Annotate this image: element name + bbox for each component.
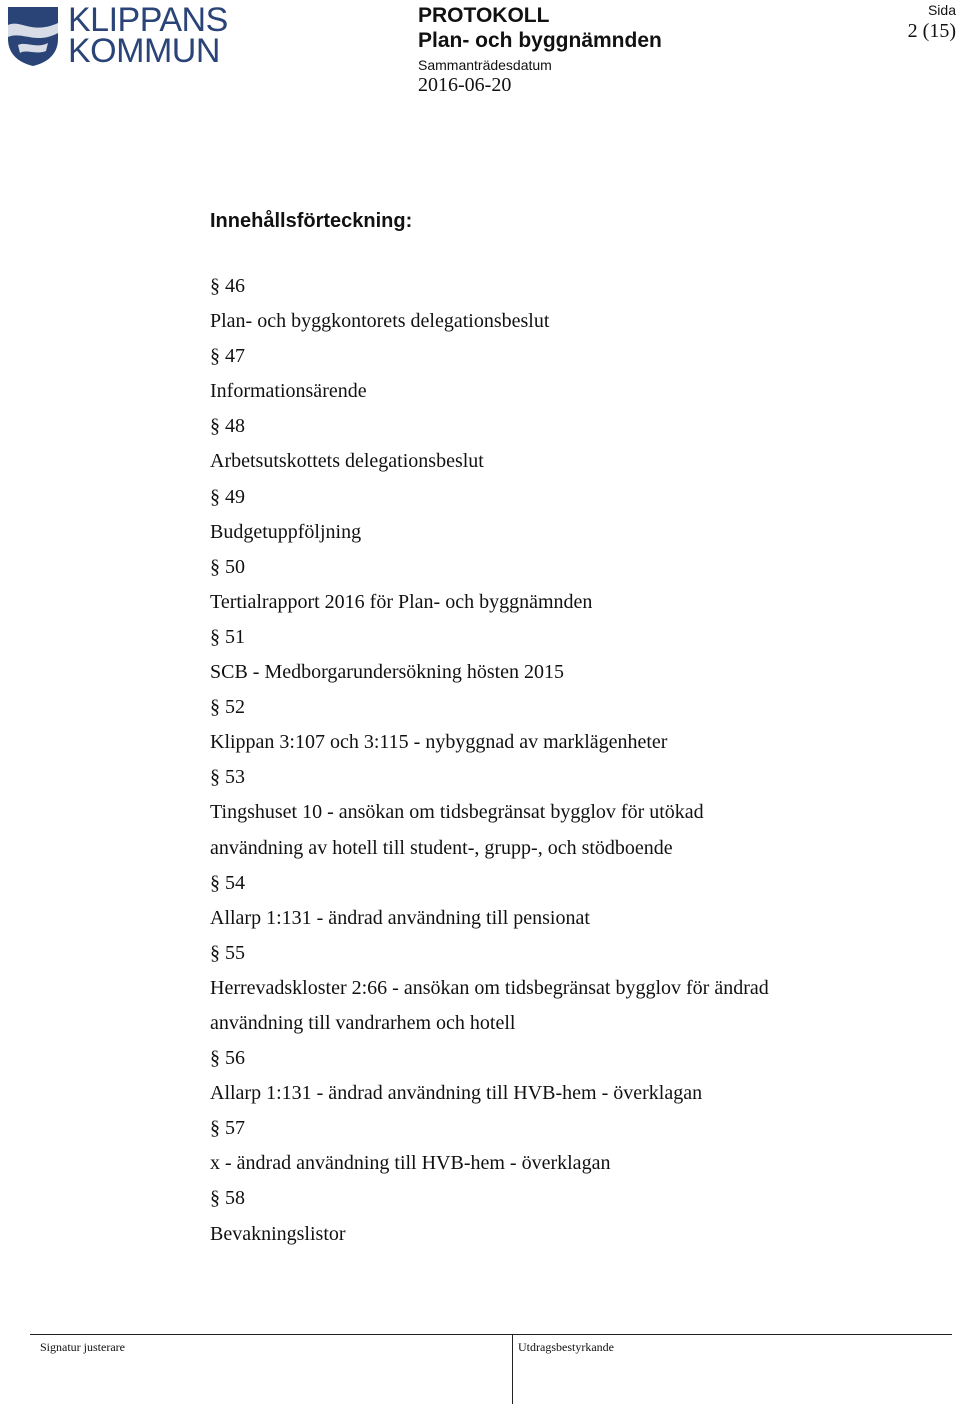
toc-section-title: Informationsärende <box>210 380 367 403</box>
toc-section-number: § 47 <box>210 345 245 368</box>
meeting-date-value: 2016-06-20 <box>418 74 512 96</box>
extract-certification-label: Utdragsbestyrkande <box>518 1340 614 1354</box>
toc-section-title: Allarp 1:131 - ändrad användning till pensionat <box>210 906 590 929</box>
toc-section-number: § 53 <box>210 766 245 789</box>
toc-section-number: § 55 <box>210 941 245 964</box>
page-number: 2 (15) <box>907 20 956 42</box>
toc-section-number: § 50 <box>210 555 245 578</box>
toc-section-title: Budgetuppföljning <box>210 520 362 543</box>
toc-section-title: Bevakningslistor <box>210 1222 346 1245</box>
toc-section-title: Plan- och byggkontorets delegationsbeslut <box>210 310 550 333</box>
toc-section-number: § 54 <box>210 871 245 894</box>
logo-wordmark <box>68 1 228 70</box>
toc-section-number: § 57 <box>210 1117 245 1140</box>
table-of-contents <box>210 269 910 1252</box>
document-type: PROTOKOLL <box>418 4 550 27</box>
toc-section-number: § 49 <box>210 485 245 508</box>
toc-section-number: § 48 <box>210 415 245 438</box>
toc-section-number: § 56 <box>210 1047 245 1070</box>
logo-line-1: KLIPPANS <box>68 1 228 39</box>
toc-section-title: Allarp 1:131 - ändrad användning till HVB-hem - överklagan <box>210 1082 703 1105</box>
logo-line-2: KOMMUN <box>68 32 220 70</box>
toc-section-title: x - ändrad användning till HVB-hem - överklagan <box>210 1152 611 1175</box>
toc-title: Innehållsförteckning: <box>210 210 413 232</box>
signature-field-label: Signatur justerare <box>40 1340 125 1354</box>
footer-divider <box>512 1334 513 1404</box>
shield-logo-icon <box>6 5 62 67</box>
toc-section-title: Tertialrapport 2016 för Plan- och byggnämnden <box>210 590 593 613</box>
toc-section-title: Tingshuset 10 - ansökan om tidsbegränsat bygglov för utökad <box>210 801 704 824</box>
klippans-kommun-logo <box>6 1 228 70</box>
board-name: Plan- och byggnämnden <box>418 29 662 52</box>
document-header <box>418 4 662 96</box>
meeting-date-label: Sammanträdesdatum <box>418 57 552 73</box>
toc-section-number: § 58 <box>210 1187 245 1210</box>
toc-section-number: § 46 <box>210 275 245 297</box>
page-label: Sida <box>927 2 956 18</box>
toc-section-title: Klippan 3:107 och 3:115 - nybyggnad av marklägenheter <box>210 731 668 754</box>
toc-section-title: Herrevadskloster 2:66 - ansökan om tidsbegränsat bygglov för ändrad <box>210 976 769 999</box>
toc-section-title: användning till vandrarhem och hotell <box>210 1011 516 1034</box>
toc-section-title: Arbetsutskottets delegationsbeslut <box>210 450 484 473</box>
footer-rule <box>30 1334 952 1335</box>
toc-section-number: § 52 <box>210 696 245 719</box>
toc-section-number: § 51 <box>210 625 245 648</box>
toc-section-title: SCB - Medborgarundersökning hösten 2015 <box>210 661 565 684</box>
toc-section-title: användning av hotell till student-, grupp-, och stödboende <box>210 836 673 859</box>
